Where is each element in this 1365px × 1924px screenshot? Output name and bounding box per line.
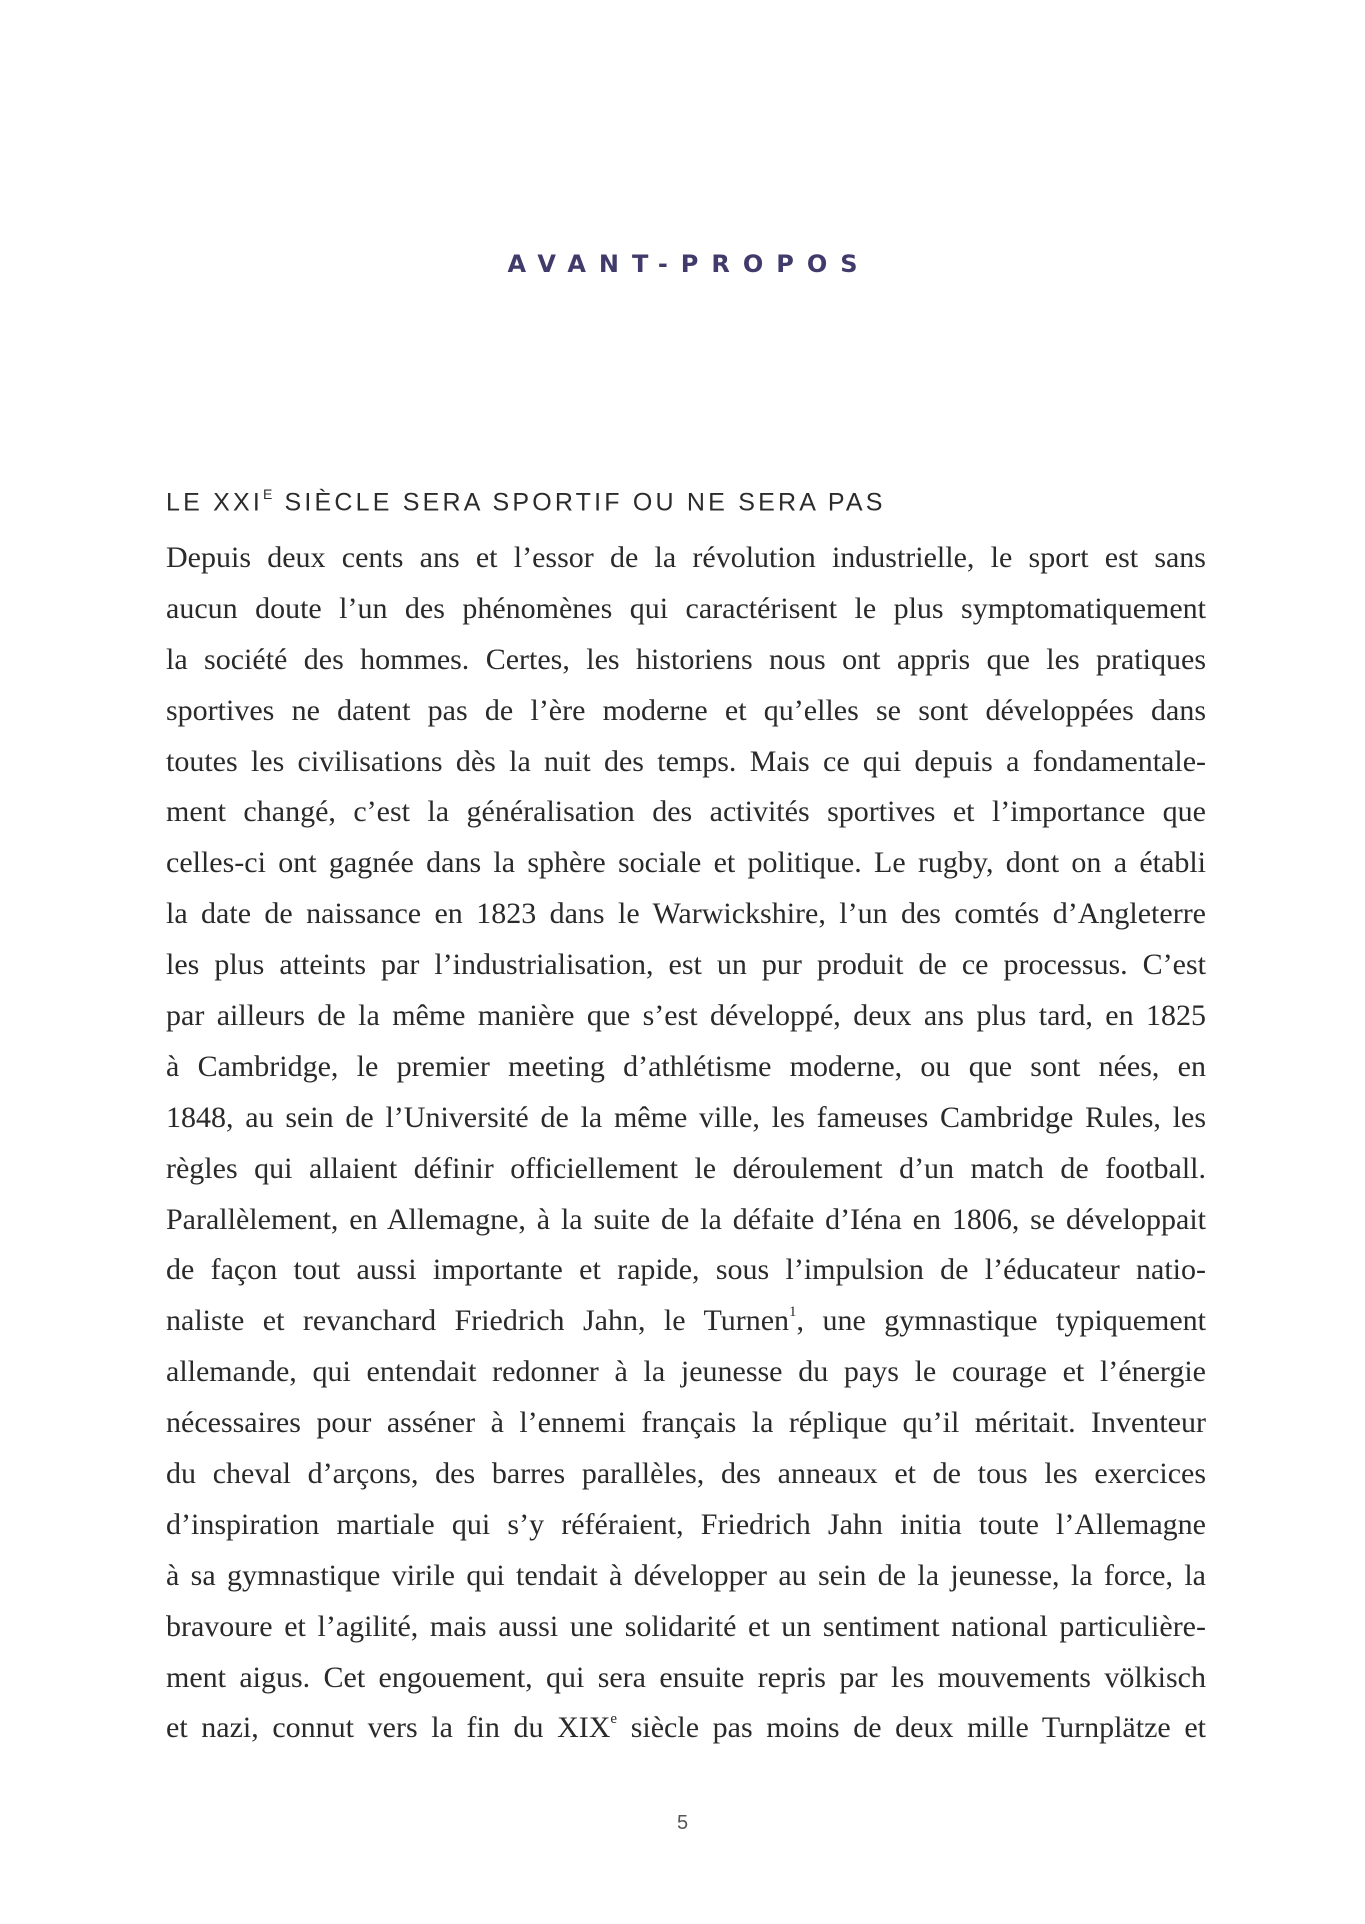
text-line: 1848, au sein de l’Université de la même ville, les fameuses Cambridge Rules, les <box>166 1100 1206 1134</box>
text-line: d’inspiration martiale qui s’y référaient, Friedrich Jahn initia toute l’Allemagne <box>166 1507 1206 1541</box>
text-line: sportives ne datent pas de l’ère moderne et qu’elles se sont développées dans <box>166 693 1206 727</box>
text-line: à Cambridge, le premier meeting d’athlétisme moderne, ou que sont nées, en <box>166 1049 1206 1083</box>
text-line: bravoure et l’agilité, mais aussi une solidarité et un sentiment national particulière- <box>166 1609 1206 1643</box>
section-heading <box>166 488 886 517</box>
text-line: règles qui allaient définir officiellement le déroulement d’un match de football. <box>166 1151 1206 1185</box>
text-line: ment changé, c’est la généralisation des activités sportives et l’importance que <box>166 795 1206 829</box>
chapter-title: AVANT-PROPOS <box>507 250 871 278</box>
text-line: les plus atteints par l’industrialisation, est un pur produit de ce processus. C’est <box>166 948 1206 982</box>
text-line: de façon tout aussi importante et rapide, sous l’impulsion de l’éducateur natio- <box>166 1253 1206 1287</box>
text-line: allemande, qui entendait redonner à la jeunesse du pays le courage et l’énergie <box>166 1355 1206 1389</box>
body-paragraph <box>166 533 1206 1754</box>
text-line: ment aigus. Cet engouement, qui sera ensuite repris par les mouvements völkisch <box>166 1660 1206 1694</box>
text-segment: naliste et revanchard Friedrich Jahn, le Turnen <box>166 1304 790 1338</box>
page-number: 5 <box>676 1812 689 1834</box>
text-line: du cheval d’arçons, des barres parallèles, des anneaux et de tous les exercices <box>166 1457 1206 1491</box>
text-segment: et nazi, connut vers la fin du XIX <box>166 1711 611 1745</box>
text-line: par ailleurs de la même manière que s’est développé, deux ans plus tard, en 1825 <box>166 999 1206 1033</box>
text-segment: , une gymnastique typiquement <box>796 1304 1206 1338</box>
text-line: nécessaires pour asséner à l’ennemi français la réplique qu’il méritait. Inventeur <box>166 1406 1206 1440</box>
text-line: aucun doute l’un des phénomènes qui caractérisent le plus symptomatiquement <box>166 591 1206 625</box>
section-heading-superscript: E <box>263 486 275 502</box>
text-line: Depuis deux cents ans et l’essor de la révolution industrielle, le sport est sans <box>166 541 1206 574</box>
text-line: la société des hommes. Certes, les historiens nous ont appris que les pratiques <box>166 642 1206 676</box>
footnote-reference[interactable]: 1 <box>789 1304 797 1321</box>
section-heading-prefix: LE XXI <box>166 488 264 517</box>
text-line-with-footnote <box>166 1296 1206 1347</box>
text-line: la date de naissance en 1823 dans le Warwickshire, l’un des comtés d’Angleterre <box>166 897 1206 931</box>
section-heading-suffix: SIÈCLE SERA SPORTIF OU NE SERA PAS <box>274 488 886 517</box>
text-line: celles-ci ont gagnée dans la sphère sociale et politique. Le rugby, dont on a établi <box>166 846 1206 880</box>
text-line: toutes les civilisations dès la nuit des temps. Mais ce qui depuis a fondamentale- <box>166 744 1206 778</box>
text-line: à sa gymnastique virile qui tendait à développer au sein de la jeunesse, la force, la <box>166 1558 1206 1592</box>
text-line-with-superscript <box>166 1703 1206 1754</box>
text-segment: siècle pas moins de deux mille Turnplätze et <box>617 1711 1206 1745</box>
century-superscript: e <box>610 1711 618 1728</box>
text-line: Parallèlement, en Allemagne, à la suite de la défaite d’Iéna en 1806, se développait <box>166 1202 1206 1236</box>
